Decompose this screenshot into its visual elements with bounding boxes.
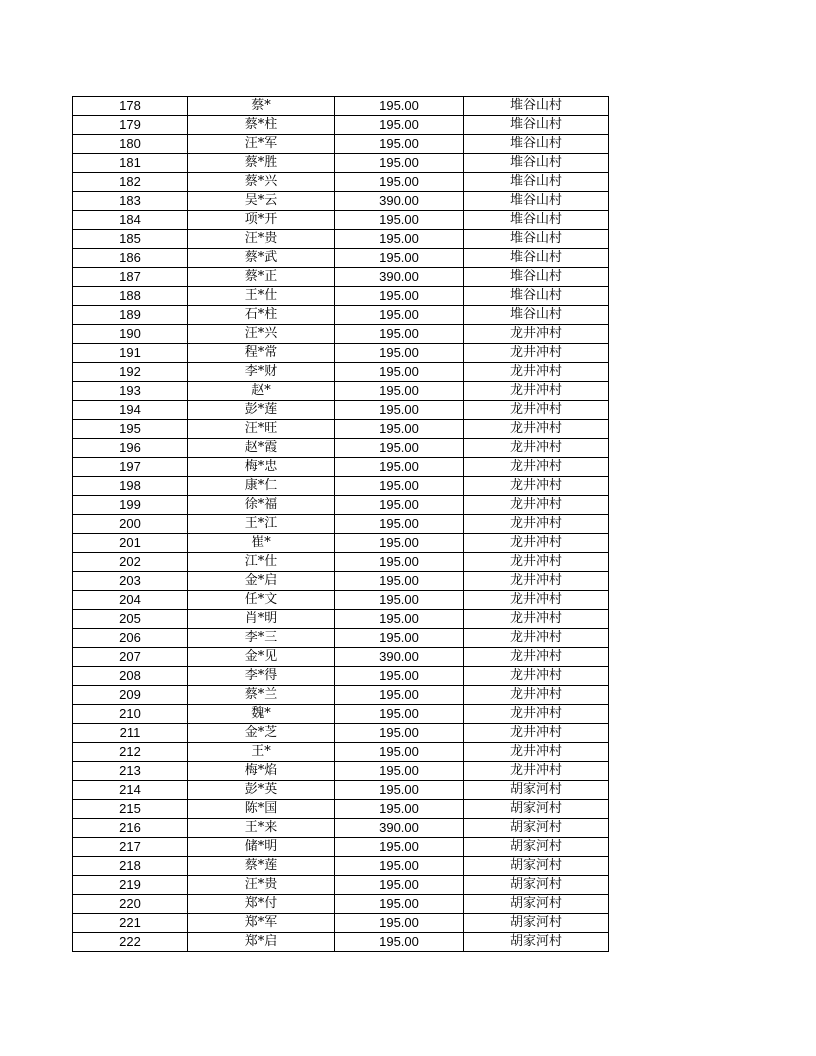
village-cell: 堆谷山村 (464, 192, 609, 211)
table-row (73, 610, 609, 629)
village-cell: 胡家河村 (464, 876, 609, 895)
village-cell: 堆谷山村 (464, 173, 609, 192)
row-number-cell: 201 (73, 534, 188, 553)
name-cell: 程*常 (188, 344, 335, 363)
row-number-cell: 214 (73, 781, 188, 800)
village-cell: 龙井冲村 (464, 382, 609, 401)
village-cell: 龙井冲村 (464, 363, 609, 382)
amount-cell: 195.00 (335, 344, 464, 363)
amount-cell: 195.00 (335, 230, 464, 249)
name-cell: 梅*忠 (188, 458, 335, 477)
name-cell: 王*来 (188, 819, 335, 838)
table-row (73, 496, 609, 515)
row-number-cell: 220 (73, 895, 188, 914)
name-cell: 江*仕 (188, 553, 335, 572)
village-cell: 堆谷山村 (464, 306, 609, 325)
amount-cell: 195.00 (335, 363, 464, 382)
row-number-cell: 206 (73, 629, 188, 648)
village-cell: 龙井冲村 (464, 667, 609, 686)
name-cell: 赵*霞 (188, 439, 335, 458)
table-row (73, 534, 609, 553)
row-number-cell: 199 (73, 496, 188, 515)
village-cell: 胡家河村 (464, 800, 609, 819)
village-cell: 龙井冲村 (464, 591, 609, 610)
name-cell: 汪*旺 (188, 420, 335, 439)
village-cell: 龙井冲村 (464, 477, 609, 496)
table-row (73, 838, 609, 857)
village-cell: 堆谷山村 (464, 154, 609, 173)
table-row (73, 97, 609, 116)
village-cell: 龙井冲村 (464, 705, 609, 724)
row-number-cell: 188 (73, 287, 188, 306)
table-row (73, 306, 609, 325)
village-cell: 龙井冲村 (464, 743, 609, 762)
amount-cell: 195.00 (335, 724, 464, 743)
village-cell: 龙井冲村 (464, 401, 609, 420)
village-cell: 龙井冲村 (464, 686, 609, 705)
name-cell: 李*财 (188, 363, 335, 382)
name-cell: 蔡*正 (188, 268, 335, 287)
village-cell: 堆谷山村 (464, 230, 609, 249)
row-number-cell: 192 (73, 363, 188, 382)
name-cell: 任*文 (188, 591, 335, 610)
row-number-cell: 194 (73, 401, 188, 420)
village-cell: 堆谷山村 (464, 135, 609, 154)
table-row (73, 420, 609, 439)
name-cell: 陈*国 (188, 800, 335, 819)
row-number-cell: 213 (73, 762, 188, 781)
row-number-cell: 204 (73, 591, 188, 610)
table-row (73, 363, 609, 382)
row-number-cell: 203 (73, 572, 188, 591)
table-row (73, 154, 609, 173)
amount-cell: 195.00 (335, 420, 464, 439)
village-cell: 龙井冲村 (464, 534, 609, 553)
amount-cell: 195.00 (335, 591, 464, 610)
amount-cell: 195.00 (335, 534, 464, 553)
amount-cell: 195.00 (335, 496, 464, 515)
row-number-cell: 181 (73, 154, 188, 173)
amount-cell: 195.00 (335, 857, 464, 876)
amount-cell: 195.00 (335, 382, 464, 401)
village-cell: 胡家河村 (464, 857, 609, 876)
amount-cell: 195.00 (335, 515, 464, 534)
row-number-cell: 200 (73, 515, 188, 534)
amount-cell: 195.00 (335, 553, 464, 572)
name-cell: 汪*贵 (188, 876, 335, 895)
name-cell: 王*江 (188, 515, 335, 534)
village-cell: 龙井冲村 (464, 629, 609, 648)
name-cell: 汪*军 (188, 135, 335, 154)
row-number-cell: 212 (73, 743, 188, 762)
row-number-cell: 178 (73, 97, 188, 116)
amount-cell: 195.00 (335, 306, 464, 325)
table-row (73, 762, 609, 781)
name-cell: 金*见 (188, 648, 335, 667)
name-cell: 石*柱 (188, 306, 335, 325)
table-row (73, 648, 609, 667)
row-number-cell: 222 (73, 933, 188, 952)
village-cell: 龙井冲村 (464, 344, 609, 363)
village-cell: 胡家河村 (464, 895, 609, 914)
amount-cell: 195.00 (335, 800, 464, 819)
name-cell: 肖*明 (188, 610, 335, 629)
amount-cell: 195.00 (335, 743, 464, 762)
name-cell: 魏* (188, 705, 335, 724)
name-cell: 郑*军 (188, 914, 335, 933)
amount-cell: 195.00 (335, 933, 464, 952)
amount-cell: 390.00 (335, 819, 464, 838)
village-cell: 龙井冲村 (464, 610, 609, 629)
amount-cell: 195.00 (335, 838, 464, 857)
name-cell: 蔡*莲 (188, 857, 335, 876)
village-cell: 胡家河村 (464, 838, 609, 857)
amount-cell: 195.00 (335, 401, 464, 420)
amount-cell: 195.00 (335, 97, 464, 116)
row-number-cell: 187 (73, 268, 188, 287)
row-number-cell: 218 (73, 857, 188, 876)
name-cell: 王* (188, 743, 335, 762)
name-cell: 汪*兴 (188, 325, 335, 344)
village-cell: 堆谷山村 (464, 116, 609, 135)
table-row (73, 287, 609, 306)
village-cell: 龙井冲村 (464, 439, 609, 458)
row-number-cell: 180 (73, 135, 188, 154)
row-number-cell: 195 (73, 420, 188, 439)
amount-cell: 195.00 (335, 116, 464, 135)
name-cell: 储*明 (188, 838, 335, 857)
row-number-cell: 189 (73, 306, 188, 325)
row-number-cell: 215 (73, 800, 188, 819)
name-cell: 汪*贵 (188, 230, 335, 249)
name-cell: 蔡*兰 (188, 686, 335, 705)
village-cell: 龙井冲村 (464, 762, 609, 781)
row-number-cell: 211 (73, 724, 188, 743)
village-cell: 堆谷山村 (464, 211, 609, 230)
table-row (73, 629, 609, 648)
table-row (73, 781, 609, 800)
amount-cell: 195.00 (335, 686, 464, 705)
village-cell: 胡家河村 (464, 819, 609, 838)
table-row (73, 553, 609, 572)
amount-cell: 390.00 (335, 192, 464, 211)
village-cell: 堆谷山村 (464, 268, 609, 287)
name-cell: 赵* (188, 382, 335, 401)
village-cell: 胡家河村 (464, 933, 609, 952)
amount-cell: 195.00 (335, 914, 464, 933)
amount-cell: 195.00 (335, 249, 464, 268)
table-row (73, 895, 609, 914)
amount-cell: 390.00 (335, 268, 464, 287)
row-number-cell: 182 (73, 173, 188, 192)
amount-cell: 195.00 (335, 667, 464, 686)
row-number-cell: 198 (73, 477, 188, 496)
name-cell: 金*芝 (188, 724, 335, 743)
amount-cell: 195.00 (335, 876, 464, 895)
table-row (73, 515, 609, 534)
village-cell: 堆谷山村 (464, 97, 609, 116)
table-row (73, 135, 609, 154)
name-cell: 蔡*柱 (188, 116, 335, 135)
name-cell: 郑*付 (188, 895, 335, 914)
table-row (73, 116, 609, 135)
row-number-cell: 216 (73, 819, 188, 838)
row-number-cell: 202 (73, 553, 188, 572)
table-row (73, 249, 609, 268)
village-cell: 龙井冲村 (464, 515, 609, 534)
table-row (73, 572, 609, 591)
table-row (73, 705, 609, 724)
row-number-cell: 205 (73, 610, 188, 629)
village-cell: 龙井冲村 (464, 572, 609, 591)
name-cell: 崔* (188, 534, 335, 553)
row-number-cell: 193 (73, 382, 188, 401)
table-row (73, 914, 609, 933)
row-number-cell: 197 (73, 458, 188, 477)
name-cell: 金*启 (188, 572, 335, 591)
name-cell: 彭*英 (188, 781, 335, 800)
village-cell: 龙井冲村 (464, 724, 609, 743)
village-cell: 胡家河村 (464, 781, 609, 800)
row-number-cell: 186 (73, 249, 188, 268)
table-row (73, 686, 609, 705)
name-cell: 蔡*武 (188, 249, 335, 268)
name-cell: 郑*启 (188, 933, 335, 952)
name-cell: 李*三 (188, 629, 335, 648)
name-cell: 蔡*胜 (188, 154, 335, 173)
row-number-cell: 183 (73, 192, 188, 211)
village-cell: 堆谷山村 (464, 249, 609, 268)
table-body (73, 97, 609, 952)
name-cell: 蔡*兴 (188, 173, 335, 192)
amount-cell: 195.00 (335, 477, 464, 496)
village-cell: 龙井冲村 (464, 496, 609, 515)
table-row (73, 667, 609, 686)
amount-cell: 195.00 (335, 781, 464, 800)
name-cell: 王*仕 (188, 287, 335, 306)
row-number-cell: 209 (73, 686, 188, 705)
row-number-cell: 179 (73, 116, 188, 135)
row-number-cell: 191 (73, 344, 188, 363)
row-number-cell: 221 (73, 914, 188, 933)
row-number-cell: 207 (73, 648, 188, 667)
table-row (73, 819, 609, 838)
amount-cell: 195.00 (335, 211, 464, 230)
row-number-cell: 210 (73, 705, 188, 724)
amount-cell: 390.00 (335, 648, 464, 667)
amount-cell: 195.00 (335, 173, 464, 192)
row-number-cell: 196 (73, 439, 188, 458)
row-number-cell: 185 (73, 230, 188, 249)
village-cell: 龙井冲村 (464, 553, 609, 572)
amount-cell: 195.00 (335, 762, 464, 781)
subsidy-table (72, 96, 609, 952)
table-row (73, 857, 609, 876)
row-number-cell: 219 (73, 876, 188, 895)
village-cell: 龙井冲村 (464, 648, 609, 667)
table-row (73, 192, 609, 211)
table-row (73, 800, 609, 819)
table-row (73, 268, 609, 287)
table-row (73, 439, 609, 458)
name-cell: 彭*莲 (188, 401, 335, 420)
name-cell: 项*开 (188, 211, 335, 230)
table-row (73, 458, 609, 477)
name-cell: 徐*福 (188, 496, 335, 515)
name-cell: 蔡* (188, 97, 335, 116)
amount-cell: 195.00 (335, 325, 464, 344)
amount-cell: 195.00 (335, 135, 464, 154)
table-row (73, 382, 609, 401)
village-cell: 堆谷山村 (464, 287, 609, 306)
table-row (73, 401, 609, 420)
name-cell: 康*仁 (188, 477, 335, 496)
amount-cell: 195.00 (335, 629, 464, 648)
table-row (73, 724, 609, 743)
table-row (73, 325, 609, 344)
row-number-cell: 190 (73, 325, 188, 344)
table-row (73, 477, 609, 496)
table-row (73, 743, 609, 762)
table-row (73, 591, 609, 610)
table-row (73, 876, 609, 895)
table-row (73, 230, 609, 249)
amount-cell: 195.00 (335, 458, 464, 477)
amount-cell: 195.00 (335, 439, 464, 458)
amount-cell: 195.00 (335, 572, 464, 591)
village-cell: 龙井冲村 (464, 325, 609, 344)
row-number-cell: 184 (73, 211, 188, 230)
amount-cell: 195.00 (335, 705, 464, 724)
village-cell: 胡家河村 (464, 914, 609, 933)
table-row (73, 344, 609, 363)
name-cell: 吴*云 (188, 192, 335, 211)
row-number-cell: 217 (73, 838, 188, 857)
table-row (73, 173, 609, 192)
amount-cell: 195.00 (335, 154, 464, 173)
amount-cell: 195.00 (335, 287, 464, 306)
row-number-cell: 208 (73, 667, 188, 686)
amount-cell: 195.00 (335, 610, 464, 629)
table-row (73, 933, 609, 952)
name-cell: 李*得 (188, 667, 335, 686)
village-cell: 龙井冲村 (464, 420, 609, 439)
table-row (73, 211, 609, 230)
name-cell: 梅*焰 (188, 762, 335, 781)
village-cell: 龙井冲村 (464, 458, 609, 477)
amount-cell: 195.00 (335, 895, 464, 914)
